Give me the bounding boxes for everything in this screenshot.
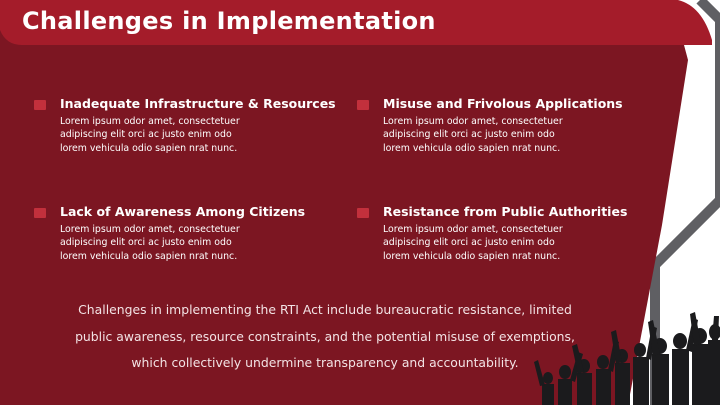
challenge-heading: Lack of Awareness Among Citizens <box>60 204 306 219</box>
bullet-square-icon <box>34 100 46 110</box>
summary-text: Challenges in implementing the RTI Act include bureaucratic resistance, limited public awareness, resource constraints, and the potential misuse of exemptions, which collectively undermine transparency and accountability. <box>75 302 575 370</box>
challenge-heading: Inadequate Infrastructure & Resources <box>60 96 336 111</box>
challenge-body: Lorem ipsum odor amet, consectetuer adipiscing elit orci ac justo enim odo lorem vehicula odio sapien nrat nunc. <box>383 224 563 262</box>
bullet-square-icon <box>357 100 369 110</box>
challenge-heading: Misuse and Frivolous Applications <box>383 96 623 111</box>
challenge-body: Lorem ipsum odor amet, consectetuer adipiscing elit orci ac justo enim odo lorem vehicula odio sapien nrat nunc. <box>60 224 240 262</box>
slide-title: Challenges in Implementation <box>22 7 436 35</box>
challenge-heading: Resistance from Public Authorities <box>383 204 628 219</box>
challenge-body: Lorem ipsum odor amet, consectetuer adipiscing elit orci ac justo enim odo lorem vehicula odio sapien nrat nunc. <box>383 116 563 154</box>
challenge-body: Lorem ipsum odor amet, consectetuer adipiscing elit orci ac justo enim odo lorem vehicula odio sapien nrat nunc. <box>60 116 240 154</box>
bullet-square-icon <box>34 208 46 218</box>
bullet-square-icon <box>357 208 369 218</box>
